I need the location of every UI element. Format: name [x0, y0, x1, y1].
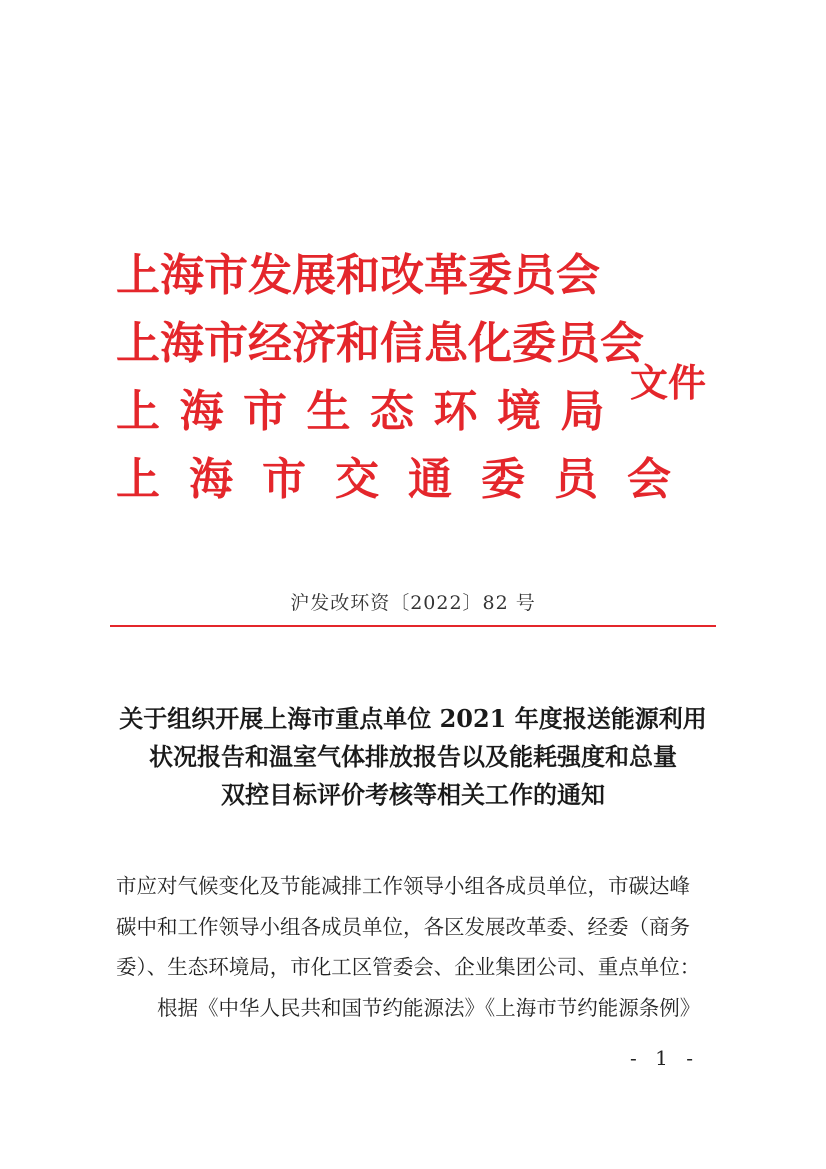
document-body	[116, 866, 720, 1028]
title-line: 关于组织开展上海市重点单位 2021 年度报送能源利用	[119, 704, 707, 733]
body-line: 根据《中华人民共和国节约能源法》《上海市节约能源条例》	[157, 995, 701, 1020]
document-title	[110, 700, 716, 814]
body-line: 委）、生态环境局，市化工区管委会、企业集团公司、重点单位：	[116, 955, 701, 979]
agency-economy-it: 上海市经济和信息化委员会	[116, 318, 644, 369]
agency-ndrc: 上海市发展和改革委员会	[116, 250, 600, 301]
red-divider	[110, 625, 716, 627]
issuing-agencies	[116, 246, 716, 518]
body-line: 碳中和工作领导小组各成员单位，各区发展改革委、经委（商务	[116, 914, 690, 939]
body-line: 市应对气候变化及节能减排工作领导小组各成员单位，市碳达峰	[116, 874, 690, 898]
title-line: 双控目标评价考核等相关工作的通知	[221, 780, 605, 809]
page-number: - 1 -	[630, 1046, 699, 1070]
agency-transport: 上海市交通委员会	[116, 454, 700, 505]
agency-environment: 上海市生态环境局	[116, 386, 624, 437]
file-label: 文件	[630, 360, 707, 405]
document-number: 沪发改环资〔2022〕82 号	[290, 592, 536, 614]
title-line: 状况报告和温室气体排放报告以及能耗强度和总量	[149, 742, 677, 771]
